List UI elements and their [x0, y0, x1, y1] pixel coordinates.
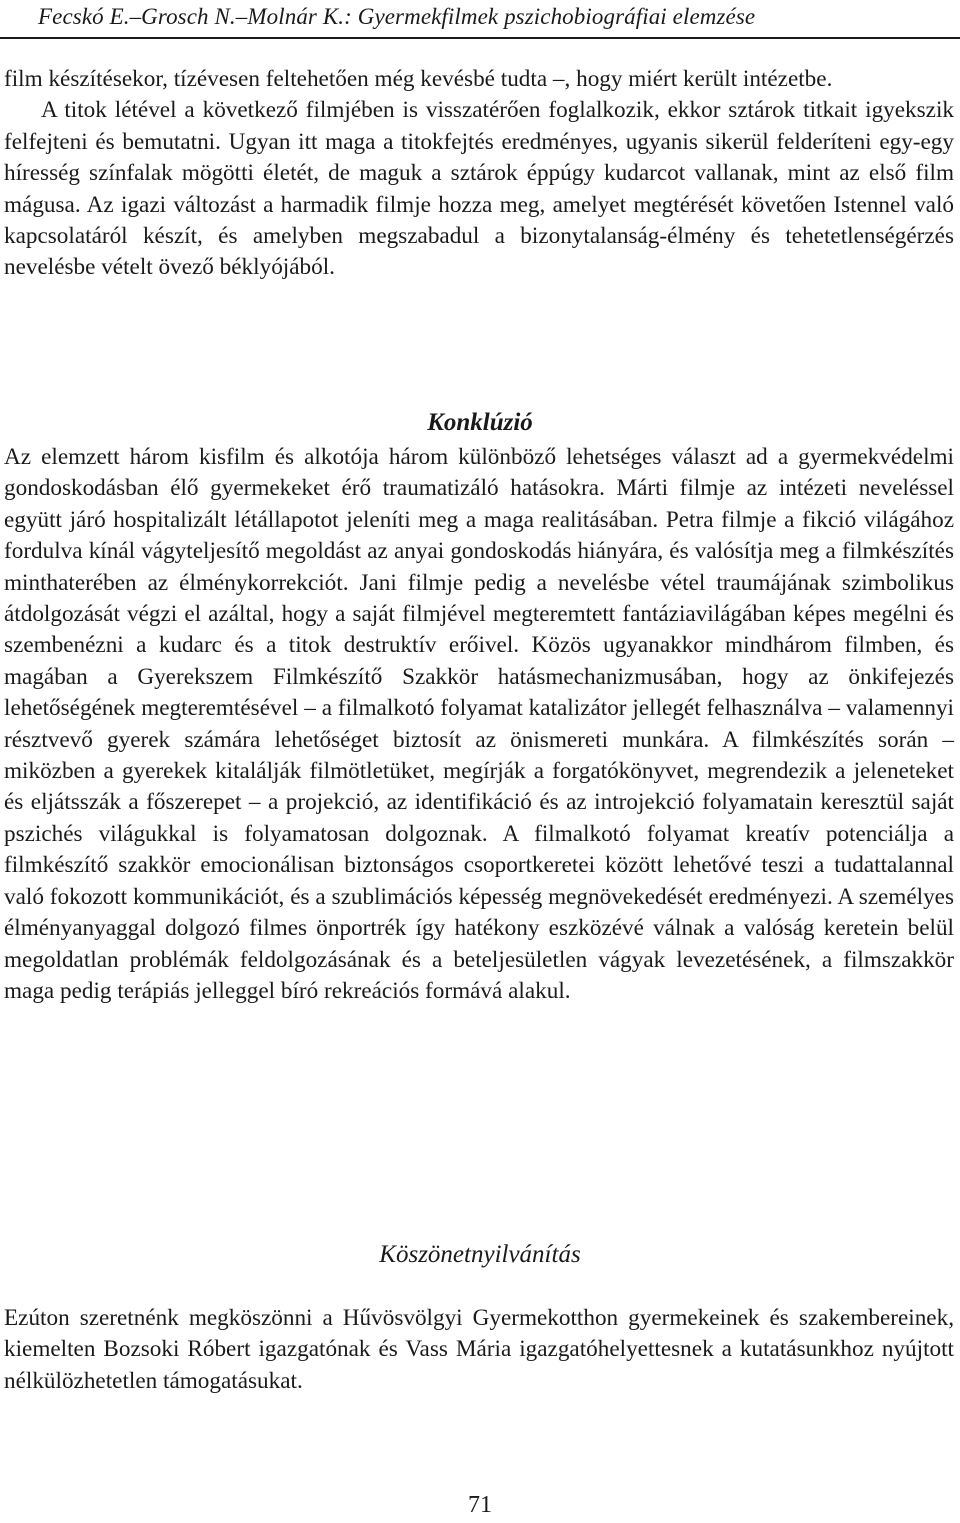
conclusion-paragraph: Az elemzett három kisfilm és alkotója három különböző lehetséges választ ad a gyermekvédelmi gondoskodásban élő gyermekeket érő traumatizáló hatásokra. Márti filmje az intézeti neveléssel együtt járó hospitalizált létállapotot jeleníti meg a maga realitásában. Petra filmje a fikció világához fordulva kínál vágyteljesítő megoldást az anyai gondoskodás hiányára, és valósítja meg a filmkészítés minthaterében az élménykorrekciót. Jani filmje pedig a nevelésbe vétel traumájának szimbolikus átdolgozását végzi el azáltal, hogy a saját filmjével megteremtett fantáziavilágában képes megélni és szembenézni a kudarc és a titok destruktív erőivel. Közös ugyanakkor mindhárom filmben, és magában a Gyerekszem Filmkészítő Szakkör hatásmechanizmusában, hogy az önkifejezés lehetőségének megteremtésével – a filmalkotó folyamat katalizátor jellegét felhasználva – valamennyi résztvevő gyerek számára lehetőséget biztosít az önismereti munkára. A filmkészítés során – miközben a gyerekek kitalálják filmötletüket, megírják a forgatókönyvet, megrendezik a jeleneteket és eljátsszák a főszerepet – a projekció, az identifikáció és az introjekció folyamatain keresztül saját pszichés világukkal is folyamatosan dolgoznak. A filmalkotó folyamat kreatív potenciálja a filmkészítő szakkör emocionálisan biztonságos csoportkeretei között lehetővé teszi a tudattalannal való fokozott kommunikációt, és a szublimációs képesség megnövekedését eredményezi. A személyes élményanyaggal dolgozó filmes önportrék így hatékony eszközévé válnak a valóság keretein belül megoldatlan problémák feldolgozásának és a beteljesületlen vágyak levezetésének, a filmszakkör maga pedig terápiás jelleggel bíró rekreációs formává alakul. — [4, 444, 954, 1004]
page-number: 71 — [468, 1492, 492, 1518]
section-heading-acknowledgements: Köszönetnyilvánítás — [379, 1241, 581, 1268]
running-head: Fecskó E.–Grosch N.–Molnár K.: Gyermekfilmek pszichobiográfiai elemzése — [38, 4, 756, 29]
paragraph-continuation: film készítésekor, tízévesen feltehetően még kevésbé tudta –, hogy miért került intézetbe. — [4, 66, 833, 92]
header-rule — [0, 37, 960, 39]
body-paragraph — [4, 64, 954, 284]
paragraph-text: A titok létével a következő filmjében is visszatérően foglalkozik, ekkor sztárok titkait igyekszik felfejteni és bemutatni. Ugyan itt maga a titokfejtés eredményes, ugyanis sikerül felderíteni egy-egy híresség színfalak mögötti életét, de maguk a sztárok éppúgy kudarcot vallanak, mint az első film mágusa. Az igazi változást a harmadik filmje hozza meg, amelyet megtérését követően Istennel való kapcsolatáról készít, és amelyben megszabadul a bizonytalanság-élmény és tehetetlenségérzés nevelésbe vételt övező béklyójából. — [4, 97, 954, 281]
section-heading-conclusion: Konklúzió — [427, 409, 533, 436]
acknowledgements-paragraph: Ezúton szeretnénk megköszönni a Hűvösvölgyi Gyermekotthon gyermekeinek és szakembereinek, kiemelten Bozsoki Róbert igazgatónak és Vass Mária igazgatóhelyettesnek a kutatásunkhoz nyújtott nélkülözhetetlen támogatásukat. — [4, 1305, 954, 1394]
